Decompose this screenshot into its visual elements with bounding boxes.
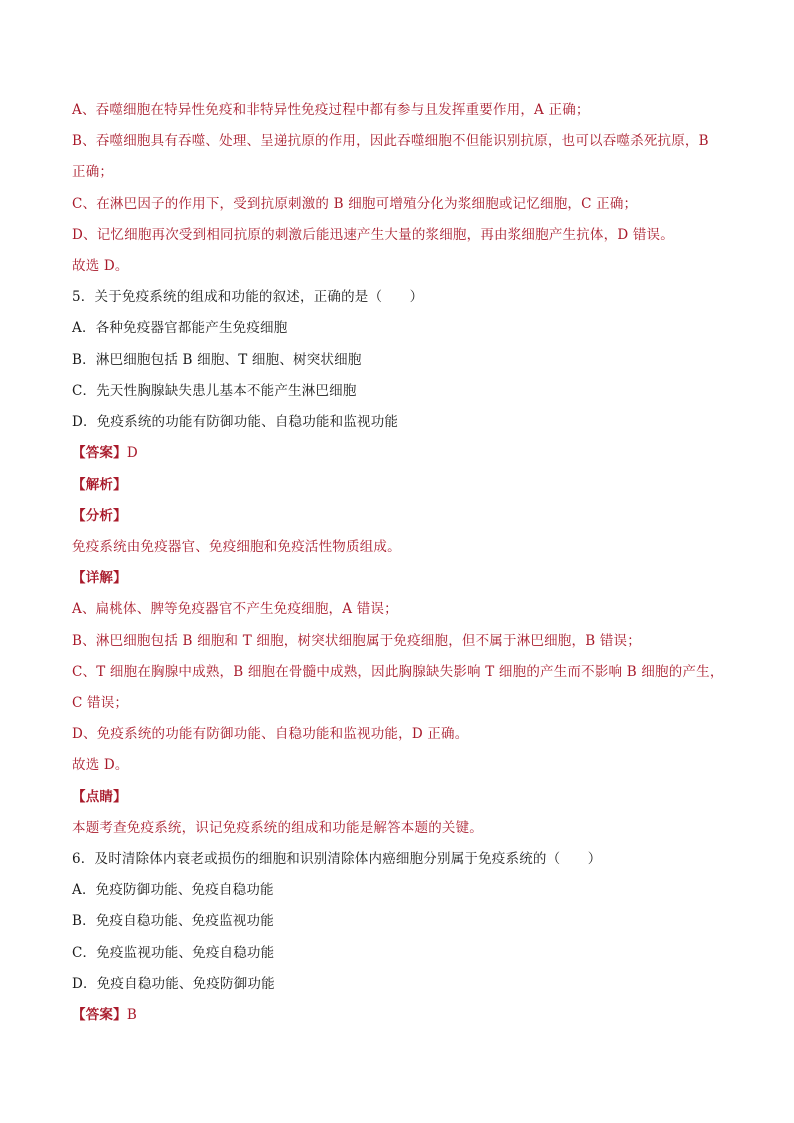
q5-fenxi-tag: 【分析】	[72, 508, 127, 524]
q5-dianjing-tag: 【点睛】	[72, 789, 127, 805]
q6-option-b: B．免疫自稳功能、免疫监视功能	[72, 913, 274, 929]
q5-detail-b: B、淋巴细胞包括 B 细胞和 T 细胞，树突状细胞属于免疫细胞，但不属于淋巴细胞，B 错误；	[72, 633, 641, 649]
q5-answer-value: D	[126, 445, 138, 461]
q5-dianjing-text: 本题考查免疫系统，识记免疫系统的组成和功能是解答本题的关键。	[72, 820, 483, 836]
q5-stem: 5．关于免疫系统的组成和功能的叙述，正确的是（ ）	[72, 289, 424, 305]
q5-detail-d: D、免疫系统的功能有防御功能、自稳功能和监视功能，D 正确。	[72, 726, 469, 742]
q5-option-b: B．淋巴细胞包括 B 细胞、T 细胞、树突状细胞	[72, 352, 362, 368]
q6-answer-value: B	[126, 1007, 137, 1023]
prev-explanation-c: C、在淋巴因子的作用下，受到抗原刺激的 B 细胞可增殖分化为浆细胞或记忆细胞，C 正确；	[72, 196, 638, 212]
prev-explanation-d: D、记忆细胞再次受到相同抗原的刺激后能迅速产生大量的浆细胞，再由浆细胞产生抗体，D 错误。	[72, 227, 674, 243]
q5-detail-a: A、扁桃体、脾等免疫器官不产生免疫细胞，A 错误；	[72, 601, 398, 617]
q5-detail-c: C、T 细胞在胸腺中成熟，B 细胞在骨髓中成熟，因此胸腺缺失影响 T 细胞的产生而不影响 B 细胞的产生，	[72, 664, 724, 680]
prev-explanation-a: A、吞噬细胞在特异性免疫和非特异性免疫过程中都有参与且发挥重要作用，A 正确；	[72, 102, 590, 118]
q5-conclusion: 故选 D。	[72, 757, 129, 773]
q6-answer	[72, 1006, 137, 1024]
q5-answer	[72, 444, 138, 462]
q5-fenxi-text: 免疫系统由免疫器官、免疫细胞和免疫活性物质组成。	[72, 539, 401, 555]
q6-stem: 6．及时清除体内衰老或损伤的细胞和识别清除体内癌细胞分别属于免疫系统的（ ）	[72, 851, 602, 867]
q5-option-a: A．各种免疫器官都能产生免疫细胞	[72, 320, 288, 336]
q6-option-d: D．免疫自稳功能、免疫防御功能	[72, 976, 275, 992]
q5-answer-tag: 【答案】	[72, 445, 127, 461]
q5-detail-c-cont: C 错误；	[72, 695, 129, 711]
prev-explanation-b-cont: 正确；	[72, 164, 114, 180]
q6-option-a: A．免疫防御功能、免疫自稳功能	[72, 882, 274, 898]
q5-analysis-tag: 【解析】	[72, 477, 127, 493]
q6-option-c: C．免疫监视功能、免疫自稳功能	[72, 945, 275, 961]
prev-conclusion: 故选 D。	[72, 258, 129, 274]
q6-answer-tag: 【答案】	[72, 1007, 127, 1023]
prev-explanation-b: B、吞噬细胞具有吞噬、处理、呈递抗原的作用，因此吞噬细胞不但能识别抗原，也可以吞噬杀死抗原，B	[72, 133, 709, 149]
q5-detail-tag: 【详解】	[72, 570, 127, 586]
q5-option-d: D．免疫系统的功能有防御功能、自稳功能和监视功能	[72, 414, 399, 430]
q5-option-c: C．先天性胸腺缺失患儿基本不能产生淋巴细胞	[72, 383, 357, 399]
